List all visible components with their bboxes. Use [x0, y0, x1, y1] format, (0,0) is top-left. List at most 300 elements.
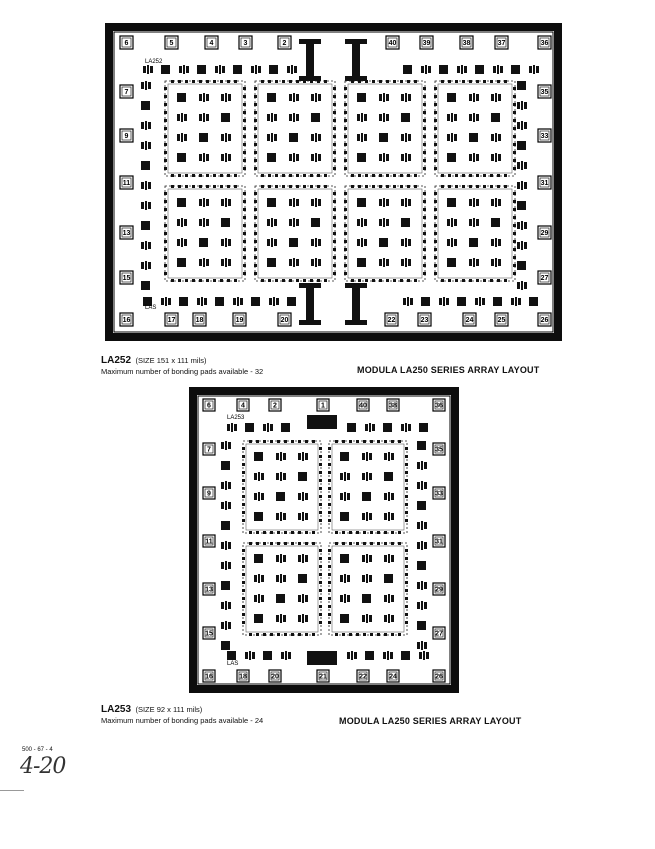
device-contact — [318, 259, 321, 266]
ring-via — [243, 264, 246, 267]
device-contact — [379, 114, 382, 121]
ring-via — [497, 174, 500, 177]
device-contact — [424, 642, 427, 649]
device-contact — [364, 134, 367, 141]
device-bar — [267, 423, 269, 432]
device-contact — [362, 575, 365, 582]
ring-via — [344, 248, 347, 251]
ring-via — [407, 174, 410, 177]
ring-via — [349, 440, 352, 443]
ring-via — [513, 264, 516, 267]
ring-via — [405, 613, 408, 616]
ring-via — [344, 119, 347, 122]
ring-via — [513, 143, 516, 146]
ring-via — [333, 111, 336, 114]
ring-via — [227, 279, 230, 282]
ring-via — [178, 174, 181, 177]
ring-via — [164, 264, 167, 267]
ring-via — [243, 143, 246, 146]
bonding-pad-number: 31 — [435, 538, 443, 546]
ring-via — [263, 633, 266, 636]
device-contact — [417, 642, 420, 649]
bonding-pad-number: 40 — [388, 40, 397, 47]
device-block — [379, 133, 388, 142]
ring-via — [277, 531, 280, 534]
ring-via — [423, 224, 426, 227]
device-contact — [227, 424, 230, 431]
device-block — [177, 93, 186, 102]
device-contact — [254, 473, 257, 480]
device-bar — [383, 218, 385, 227]
die-corner-label: LAS — [145, 305, 157, 311]
power-device-stem — [352, 288, 360, 320]
ring-via — [455, 185, 458, 188]
ring-via — [434, 224, 437, 227]
ring-via — [242, 487, 245, 490]
device-bar — [388, 492, 390, 501]
ring-via — [303, 279, 306, 282]
device-contact — [408, 134, 411, 141]
ring-via — [243, 103, 246, 106]
ring-via — [164, 87, 167, 90]
device-contact — [298, 555, 301, 562]
device-block — [340, 614, 349, 623]
device-bar — [145, 181, 147, 190]
ring-via — [441, 174, 444, 177]
device-contact — [362, 473, 365, 480]
ring-via — [333, 151, 336, 154]
device-block — [457, 297, 466, 306]
ring-via — [434, 192, 437, 195]
ring-via — [400, 279, 403, 282]
device-contact — [517, 242, 520, 249]
la253-caption — [101, 699, 263, 726]
ring-via — [333, 103, 336, 106]
ring-via — [423, 159, 426, 162]
ring-via — [291, 440, 294, 443]
bonding-pad-number: 13 — [122, 230, 131, 237]
ring-via — [448, 80, 451, 83]
ring-via — [344, 95, 347, 98]
device-bar — [181, 133, 183, 142]
device-block — [161, 65, 170, 74]
device-contact — [289, 114, 292, 121]
ring-via — [164, 240, 167, 243]
ring-via — [370, 531, 373, 534]
device-block — [340, 452, 349, 461]
device-bar — [280, 452, 282, 461]
bonding-pad-number: 27 — [540, 275, 549, 282]
device-bar — [280, 574, 282, 583]
ring-via — [242, 479, 245, 482]
ring-via — [400, 185, 403, 188]
ring-via — [192, 185, 195, 188]
ring-via — [455, 174, 458, 177]
ring-via — [328, 487, 331, 490]
ring-via — [335, 440, 338, 443]
ring-via — [213, 279, 216, 282]
device-contact — [362, 615, 365, 622]
ring-via — [199, 80, 202, 83]
device-block — [439, 65, 448, 74]
device-block — [469, 133, 478, 142]
device-block — [251, 297, 260, 306]
ring-via — [504, 174, 507, 177]
ring-via — [291, 542, 294, 545]
device-bar — [521, 221, 523, 230]
device-contact — [283, 513, 286, 520]
device-contact — [296, 259, 299, 266]
device-contact — [258, 66, 261, 73]
device-contact — [311, 259, 314, 266]
device-contact — [276, 298, 279, 305]
power-device-cap — [299, 320, 321, 325]
ring-via — [333, 240, 336, 243]
device-contact — [401, 134, 404, 141]
ring-via — [199, 185, 202, 188]
ring-via — [393, 185, 396, 188]
ring-via — [319, 597, 322, 600]
ring-via — [254, 264, 257, 267]
ring-via — [324, 279, 327, 282]
bonding-pad-number: 29 — [435, 586, 443, 594]
ring-via — [342, 440, 345, 443]
device-bar — [366, 512, 368, 521]
device-bar — [145, 261, 147, 270]
ring-via — [319, 565, 322, 568]
device-contact — [424, 542, 427, 549]
device-contact — [491, 239, 494, 246]
ring-via — [242, 589, 245, 592]
device-contact — [228, 562, 231, 569]
ring-via — [298, 633, 301, 636]
device-contact — [424, 482, 427, 489]
ring-via — [405, 519, 408, 522]
device-block — [357, 153, 366, 162]
device-contact — [298, 513, 301, 520]
ring-via — [414, 279, 417, 282]
ring-via — [423, 192, 426, 195]
device-contact — [228, 239, 231, 246]
ring-via — [351, 185, 354, 188]
device-bar — [405, 198, 407, 207]
device-bar — [405, 423, 407, 432]
device-contact — [417, 602, 420, 609]
ring-via — [282, 185, 285, 188]
device-block — [493, 297, 502, 306]
device-bar — [366, 574, 368, 583]
ring-via — [358, 174, 361, 177]
ring-via — [243, 111, 246, 114]
device-contact — [251, 66, 254, 73]
device-contact — [384, 595, 387, 602]
bonding-pad-number: 4 — [241, 402, 245, 410]
bonding-pad-number: 15 — [122, 275, 131, 282]
ring-via — [370, 633, 373, 636]
ring-via — [513, 111, 516, 114]
device-contact — [379, 154, 382, 161]
device-bar — [495, 198, 497, 207]
ring-via — [254, 232, 257, 235]
device-contact — [261, 575, 264, 582]
device-contact — [148, 242, 151, 249]
device-contact — [161, 298, 164, 305]
bonding-pad-number: 24 — [389, 673, 397, 681]
device-contact — [408, 199, 411, 206]
ring-via — [434, 87, 437, 90]
ring-via — [289, 279, 292, 282]
device-contact — [524, 102, 527, 109]
bonding-pad-number: 6 — [124, 40, 129, 47]
device-contact — [524, 182, 527, 189]
ring-via — [335, 633, 338, 636]
ring-via — [393, 174, 396, 177]
ring-via — [372, 80, 375, 83]
device-contact — [347, 473, 350, 480]
device-contact — [401, 424, 404, 431]
die-outline — [198, 396, 450, 684]
device-contact — [184, 114, 187, 121]
device-contact — [417, 462, 420, 469]
ring-via — [423, 208, 426, 211]
device-contact — [476, 219, 479, 226]
device-contact — [177, 239, 180, 246]
device-contact — [186, 66, 189, 73]
device-contact — [289, 259, 292, 266]
ring-via — [234, 80, 237, 83]
device-contact — [228, 134, 231, 141]
device-block — [447, 258, 456, 267]
ring-via — [423, 127, 426, 130]
power-device-cap — [299, 39, 321, 44]
la253-array-frame — [189, 387, 459, 693]
device-block — [511, 65, 520, 74]
device-block — [491, 113, 500, 122]
bonding-pad-number: 36 — [435, 402, 443, 410]
device-contact — [498, 239, 501, 246]
device-bar — [405, 93, 407, 102]
device-contact — [386, 219, 389, 226]
device-bar — [425, 65, 427, 74]
ring-via — [319, 455, 322, 458]
device-contact — [206, 154, 209, 161]
device-contact — [369, 513, 372, 520]
device-bar — [479, 297, 481, 306]
ring-via — [384, 531, 387, 534]
ring-via — [365, 80, 368, 83]
ring-via — [243, 272, 246, 275]
device-contact — [410, 298, 413, 305]
ring-via — [363, 542, 366, 545]
ring-via — [513, 103, 516, 106]
device-block — [221, 461, 230, 470]
ring-via — [434, 127, 437, 130]
la252-size: (SIZE 151 x 111 mils) — [135, 356, 207, 365]
ring-via — [289, 174, 292, 177]
ring-via — [317, 80, 320, 83]
device-contact — [197, 298, 200, 305]
device-contact — [340, 493, 343, 500]
device-contact — [357, 114, 360, 121]
ring-via — [261, 185, 264, 188]
device-contact — [357, 134, 360, 141]
ring-via — [242, 613, 245, 616]
device-contact — [347, 595, 350, 602]
ring-via — [476, 185, 479, 188]
ring-via — [164, 224, 167, 227]
ring-via — [291, 633, 294, 636]
ring-via — [243, 256, 246, 259]
device-contact — [362, 555, 365, 562]
device-block — [517, 201, 526, 210]
device-contact — [408, 94, 411, 101]
ring-via — [405, 597, 408, 600]
device-contact — [408, 259, 411, 266]
device-block — [347, 423, 356, 432]
ring-via — [328, 511, 331, 514]
ring-via — [303, 174, 306, 177]
device-contact — [424, 462, 427, 469]
device-contact — [491, 199, 494, 206]
ring-via — [303, 185, 306, 188]
ring-via — [243, 119, 246, 122]
device-bar — [280, 554, 282, 563]
device-bar — [231, 423, 233, 432]
ring-via — [328, 565, 331, 568]
device-contact — [384, 513, 387, 520]
ring-via — [206, 185, 209, 188]
device-contact — [384, 453, 387, 460]
ring-via — [434, 143, 437, 146]
device-contact — [498, 134, 501, 141]
ring-via — [206, 80, 209, 83]
device-contact — [517, 282, 520, 289]
power-device-cap — [345, 76, 367, 81]
ring-via — [333, 256, 336, 259]
device-contact — [199, 114, 202, 121]
ring-via — [328, 573, 331, 576]
device-contact — [524, 222, 527, 229]
ring-via — [319, 621, 322, 624]
device-bar — [366, 614, 368, 623]
device-block — [233, 65, 242, 74]
ring-via — [483, 185, 486, 188]
device-contact — [454, 114, 457, 121]
ring-via — [242, 565, 245, 568]
device-contact — [386, 94, 389, 101]
bonding-pad-number: 11 — [122, 180, 131, 187]
device-bar — [473, 93, 475, 102]
device-block — [287, 297, 296, 306]
device-contact — [491, 154, 494, 161]
device-bar — [258, 492, 260, 501]
bonding-pad-number: 4 — [209, 40, 214, 47]
ring-via — [328, 589, 331, 592]
ring-via — [242, 495, 245, 498]
device-contact — [168, 298, 171, 305]
ring-via — [254, 200, 257, 203]
device-contact — [221, 482, 224, 489]
ring-via — [305, 633, 308, 636]
ring-via — [504, 279, 507, 282]
device-block — [276, 594, 285, 603]
device-bar — [521, 241, 523, 250]
device-block — [177, 198, 186, 207]
power-device-stem — [306, 288, 314, 320]
ring-via — [344, 224, 347, 227]
ring-via — [185, 174, 188, 177]
ring-via — [476, 80, 479, 83]
ring-via — [434, 232, 437, 235]
device-contact — [383, 652, 386, 659]
device-contact — [148, 202, 151, 209]
device-contact — [221, 134, 224, 141]
ring-via — [220, 174, 223, 177]
device-contact — [439, 298, 442, 305]
device-contact — [428, 66, 431, 73]
la252-die-drawing — [113, 31, 554, 333]
device-contact — [379, 259, 382, 266]
ring-via — [164, 119, 167, 122]
ring-via — [178, 279, 181, 282]
device-block — [141, 161, 150, 170]
ring-via — [434, 111, 437, 114]
device-contact — [199, 259, 202, 266]
ring-via — [423, 167, 426, 170]
ring-via — [328, 471, 331, 474]
bonding-pad-number: 3 — [243, 40, 248, 47]
ring-via — [254, 256, 257, 259]
bonding-pad-number: 33 — [540, 133, 549, 140]
ring-via — [254, 159, 257, 162]
device-contact — [482, 298, 485, 305]
device-bar — [495, 238, 497, 247]
device-contact — [298, 493, 301, 500]
ring-via — [171, 185, 174, 188]
ring-via — [243, 151, 246, 154]
device-contact — [283, 615, 286, 622]
device-block — [177, 153, 186, 162]
ring-via — [344, 240, 347, 243]
device-contact — [221, 154, 224, 161]
bonding-pad-number: 39 — [422, 40, 431, 47]
device-contact — [469, 199, 472, 206]
device-bar — [201, 297, 203, 306]
device-contact — [221, 542, 224, 549]
ring-via — [372, 279, 375, 282]
ring-via — [405, 557, 408, 560]
ring-via — [513, 159, 516, 162]
device-bar — [366, 554, 368, 563]
bonding-pad-number: 20 — [271, 673, 279, 681]
bonding-pad-number: 9 — [207, 490, 211, 498]
ring-via — [243, 224, 246, 227]
ring-via — [405, 549, 408, 552]
device-contact — [267, 134, 270, 141]
device-contact — [199, 94, 202, 101]
device-contact — [491, 134, 494, 141]
ring-via — [377, 531, 380, 534]
ring-via — [317, 279, 320, 282]
ring-via — [277, 633, 280, 636]
device-contact — [500, 66, 503, 73]
device-block — [384, 472, 393, 481]
device-contact — [426, 652, 429, 659]
ring-via — [171, 279, 174, 282]
ring-via — [282, 174, 285, 177]
ring-via — [333, 224, 336, 227]
ring-via — [254, 143, 257, 146]
